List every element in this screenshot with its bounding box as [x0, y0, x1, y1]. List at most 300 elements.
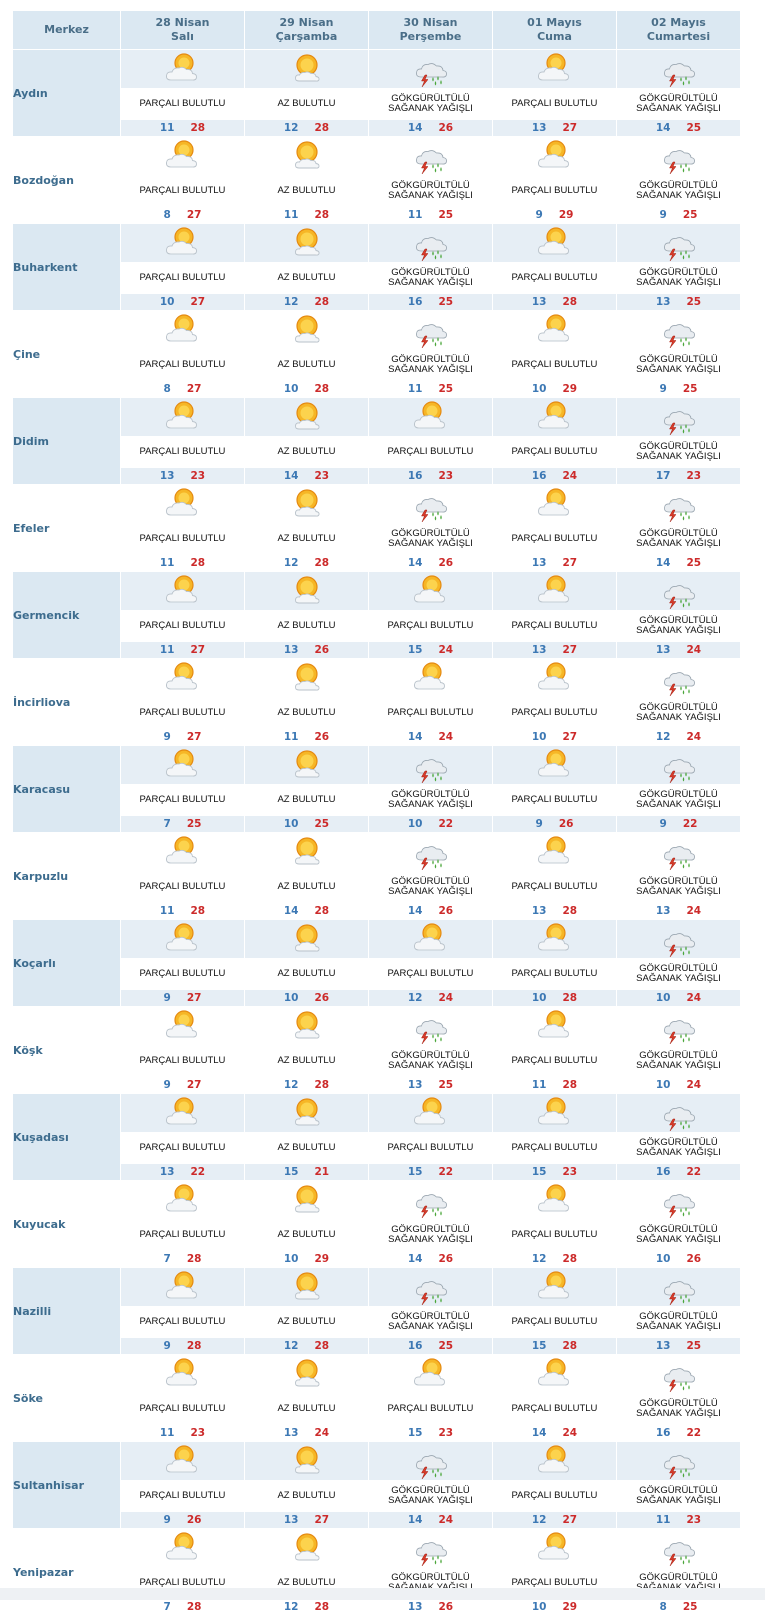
- thunderstorm-shower-icon: [660, 233, 698, 252]
- temperature-cell: [617, 816, 741, 833]
- temperature-cell: [617, 729, 741, 746]
- partly-cloudy-icon: [412, 929, 450, 948]
- condition-text-cell: [617, 698, 741, 729]
- max-temp: 27: [190, 644, 206, 656]
- temperature-cell: [121, 816, 245, 833]
- condition-text-cell: [493, 1307, 617, 1338]
- thunderstorm-shower-icon: [412, 1451, 450, 1470]
- condition-text-cell: [493, 1394, 617, 1425]
- condition-text: PARÇALI BULUTLU: [139, 272, 226, 283]
- partly-cloudy-icon: [536, 1190, 574, 1209]
- city-name-cell: [13, 398, 121, 485]
- condition-text-cell: [617, 611, 741, 642]
- min-temp: 7: [163, 1601, 171, 1613]
- thunderstorm-shower-icon: [660, 668, 698, 687]
- temperature-cell: [121, 555, 245, 572]
- temperature-cell: [493, 990, 617, 1007]
- condition-text: PARÇALI BULUTLU: [139, 881, 226, 892]
- temperature-cell: [493, 120, 617, 137]
- thunderstorm-shower-icon: [660, 1364, 698, 1383]
- condition-text-cell: [369, 176, 493, 207]
- condition-text-cell: [245, 176, 369, 207]
- weather-icon-cell: [493, 1268, 617, 1307]
- weather-icon-cell: [493, 1442, 617, 1481]
- temperature-cell: [617, 1338, 741, 1355]
- condition-text-cell: [369, 1133, 493, 1164]
- max-temp: 28: [562, 1340, 578, 1352]
- min-temp: 9: [659, 209, 667, 221]
- min-temp: 11: [655, 1514, 671, 1526]
- min-temp: 9: [535, 209, 543, 221]
- condition-text: AZ BULUTLU: [277, 1142, 336, 1153]
- condition-text: GÖKGÜRÜLTÜLÜ: [391, 1050, 470, 1061]
- weather-icon-cell: [617, 833, 741, 872]
- weather-icon-cell: [617, 50, 741, 89]
- max-temp: 26: [438, 905, 454, 917]
- min-temp: 16: [407, 296, 423, 308]
- temperature-cell: [369, 1599, 493, 1616]
- max-temp: 23: [686, 1514, 702, 1526]
- condition-text: AZ BULUTLU: [277, 446, 336, 457]
- min-temp: 7: [163, 818, 171, 830]
- condition-text-cell: [617, 785, 741, 816]
- temperature-cell: [493, 468, 617, 485]
- condition-text: PARÇALI BULUTLU: [511, 968, 598, 979]
- condition-text: PARÇALI BULUTLU: [511, 1055, 598, 1066]
- condition-text-cell: [617, 959, 741, 990]
- temperature-cell: [617, 1425, 741, 1442]
- max-temp: 27: [186, 992, 202, 1004]
- temperature-cell: [369, 816, 493, 833]
- city-name: Didim: [13, 434, 50, 448]
- temperature-cell: [245, 381, 369, 398]
- day-date: 28 Nisan: [155, 16, 210, 29]
- max-temp: 26: [314, 731, 330, 743]
- city-temp-row: [13, 1425, 741, 1442]
- max-temp: 25: [686, 557, 702, 569]
- temperature-cell: [121, 468, 245, 485]
- header-day: [493, 11, 617, 50]
- city-desc-row: [13, 524, 741, 555]
- forecast-body: [13, 50, 741, 1616]
- condition-text: AZ BULUTLU: [277, 1316, 336, 1327]
- min-temp: 12: [283, 1079, 299, 1091]
- max-temp: 24: [686, 731, 702, 743]
- condition-text-cell: [493, 437, 617, 468]
- condition-text-cell: [369, 437, 493, 468]
- min-temp: 10: [531, 731, 547, 743]
- city-name-cell: [13, 920, 121, 1007]
- condition-text: GÖKGÜRÜLTÜLÜ: [639, 876, 718, 887]
- partly-cloudy-icon: [412, 407, 450, 426]
- city-temp-row: [13, 642, 741, 659]
- min-temp: 9: [535, 818, 543, 830]
- min-temp: 13: [655, 905, 671, 917]
- weather-icon-cell: [493, 50, 617, 89]
- condition-text: SAĞANAK YAĞIŞLI: [636, 625, 721, 636]
- max-temp: 27: [186, 1079, 202, 1091]
- min-temp: 12: [655, 731, 671, 743]
- city-icon-row: [13, 1181, 741, 1220]
- mostly-sunny-icon: [288, 1277, 326, 1296]
- max-temp: 28: [314, 557, 330, 569]
- temperature-cell: [493, 381, 617, 398]
- day-weekday: Cumartesi: [646, 30, 711, 43]
- weather-icon-cell: [121, 920, 245, 959]
- condition-text: PARÇALI BULUTLU: [139, 1229, 226, 1240]
- mostly-sunny-icon: [288, 407, 326, 426]
- min-temp: 13: [283, 1427, 299, 1439]
- partly-cloudy-icon: [536, 146, 574, 165]
- condition-text-cell: [369, 524, 493, 555]
- condition-text: GÖKGÜRÜLTÜLÜ: [391, 1311, 470, 1322]
- max-temp: 24: [686, 644, 702, 656]
- max-temp: 22: [686, 1166, 702, 1178]
- mostly-sunny-icon: [288, 1364, 326, 1383]
- condition-text: PARÇALI BULUTLU: [511, 881, 598, 892]
- condition-text: AZ BULUTLU: [277, 968, 336, 979]
- condition-text: GÖKGÜRÜLTÜLÜ: [391, 528, 470, 539]
- city-desc-row: [13, 611, 741, 642]
- partly-cloudy-icon: [164, 59, 202, 78]
- temperature-cell: [369, 990, 493, 1007]
- condition-text-cell: [121, 959, 245, 990]
- weather-icon-cell: [369, 1529, 493, 1568]
- weather-icon-cell: [369, 833, 493, 872]
- temperature-cell: [121, 1077, 245, 1094]
- condition-text-cell: [121, 1481, 245, 1512]
- partly-cloudy-icon: [536, 1016, 574, 1035]
- thunderstorm-shower-icon: [412, 842, 450, 861]
- temperature-cell: [121, 120, 245, 137]
- condition-text: GÖKGÜRÜLTÜLÜ: [639, 267, 718, 278]
- condition-text: AZ BULUTLU: [277, 1577, 336, 1588]
- min-temp: 10: [531, 383, 547, 395]
- temperature-cell: [617, 207, 741, 224]
- partly-cloudy-icon: [536, 494, 574, 513]
- max-temp: 27: [562, 644, 578, 656]
- condition-text: SAĞANAK YAĞIŞLI: [636, 190, 721, 201]
- condition-text-cell: [617, 1220, 741, 1251]
- max-temp: 26: [438, 122, 454, 134]
- partly-cloudy-icon: [536, 1277, 574, 1296]
- condition-text: PARÇALI BULUTLU: [511, 359, 598, 370]
- max-temp: 28: [562, 905, 578, 917]
- city-name-cell: [13, 1094, 121, 1181]
- condition-text: GÖKGÜRÜLTÜLÜ: [639, 528, 718, 539]
- city-icon-row: [13, 920, 741, 959]
- city-temp-row: [13, 1338, 741, 1355]
- temperature-cell: [369, 120, 493, 137]
- weather-icon-cell: [493, 485, 617, 524]
- max-temp: 25: [438, 1079, 454, 1091]
- city-desc-row: [13, 350, 741, 381]
- max-temp: 27: [186, 731, 202, 743]
- min-temp: 13: [531, 122, 547, 134]
- condition-text-cell: [245, 437, 369, 468]
- max-temp: 21: [314, 1166, 330, 1178]
- temperature-cell: [369, 642, 493, 659]
- min-temp: 15: [407, 1427, 423, 1439]
- temperature-cell: [617, 555, 741, 572]
- weather-icon-cell: [245, 659, 369, 698]
- min-temp: 16: [655, 1427, 671, 1439]
- partly-cloudy-icon: [164, 581, 202, 600]
- partly-cloudy-icon: [164, 1451, 202, 1470]
- temperature-cell: [617, 1251, 741, 1268]
- condition-text-cell: [121, 1220, 245, 1251]
- condition-text: PARÇALI BULUTLU: [139, 1403, 226, 1414]
- condition-text: PARÇALI BULUTLU: [511, 620, 598, 631]
- max-temp: 25: [438, 383, 454, 395]
- weather-icon-cell: [369, 920, 493, 959]
- city-icon-row: [13, 50, 741, 89]
- temperature-cell: [493, 903, 617, 920]
- city-temp-row: [13, 903, 741, 920]
- weather-icon-cell: [121, 50, 245, 89]
- temperature-cell: [369, 468, 493, 485]
- weather-icon-cell: [121, 1529, 245, 1568]
- max-temp: 26: [314, 644, 330, 656]
- temperature-cell: [617, 1077, 741, 1094]
- condition-text: GÖKGÜRÜLTÜLÜ: [639, 1572, 718, 1583]
- thunderstorm-shower-icon: [660, 146, 698, 165]
- temperature-cell: [369, 1338, 493, 1355]
- min-temp: 13: [531, 905, 547, 917]
- weather-icon-cell: [245, 833, 369, 872]
- temperature-cell: [369, 381, 493, 398]
- condition-text: GÖKGÜRÜLTÜLÜ: [391, 180, 470, 191]
- thunderstorm-shower-icon: [412, 1190, 450, 1209]
- condition-text-cell: [121, 1133, 245, 1164]
- condition-text-cell: [245, 959, 369, 990]
- mostly-sunny-icon: [288, 929, 326, 948]
- condition-text: GÖKGÜRÜLTÜLÜ: [391, 354, 470, 365]
- temperature-cell: [245, 903, 369, 920]
- max-temp: 28: [314, 1601, 330, 1613]
- condition-text: GÖKGÜRÜLTÜLÜ: [391, 789, 470, 800]
- max-temp: 22: [190, 1166, 206, 1178]
- weather-icon-cell: [369, 1355, 493, 1394]
- condition-text-cell: [245, 263, 369, 294]
- condition-text-cell: [617, 89, 741, 120]
- city-name-cell: [13, 1442, 121, 1529]
- city-name-cell: [13, 1007, 121, 1094]
- temperature-cell: [121, 1512, 245, 1529]
- max-temp: 28: [186, 1253, 202, 1265]
- condition-text: AZ BULUTLU: [277, 359, 336, 370]
- condition-text: SAĞANAK YAĞIŞLI: [636, 973, 721, 984]
- weather-icon-cell: [369, 1268, 493, 1307]
- max-temp: 24: [438, 1514, 454, 1526]
- weather-icon-cell: [493, 1355, 617, 1394]
- weather-icon-cell: [617, 746, 741, 785]
- condition-text: SAĞANAK YAĞIŞLI: [388, 1495, 473, 1506]
- weather-icon-cell: [121, 1442, 245, 1481]
- max-temp: 22: [438, 1166, 454, 1178]
- condition-text: PARÇALI BULUTLU: [511, 1229, 598, 1240]
- city-icon-row: [13, 1529, 741, 1568]
- condition-text: SAĞANAK YAĞIŞLI: [636, 103, 721, 114]
- max-temp: 27: [186, 383, 202, 395]
- temperature-cell: [245, 816, 369, 833]
- weather-icon-cell: [369, 1094, 493, 1133]
- weather-icon-cell: [369, 224, 493, 263]
- min-temp: 14: [283, 905, 299, 917]
- weather-icon-cell: [617, 659, 741, 698]
- max-temp: 24: [686, 992, 702, 1004]
- partly-cloudy-icon: [536, 320, 574, 339]
- weather-icon-cell: [493, 920, 617, 959]
- max-temp: 25: [438, 209, 454, 221]
- weather-icon-cell: [493, 746, 617, 785]
- weather-icon-cell: [493, 1529, 617, 1568]
- temperature-cell: [245, 1338, 369, 1355]
- weather-icon-cell: [369, 398, 493, 437]
- condition-text: AZ BULUTLU: [277, 1403, 336, 1414]
- city-icon-row: [13, 137, 741, 176]
- condition-text-cell: [369, 350, 493, 381]
- condition-text-cell: [245, 611, 369, 642]
- temperature-cell: [617, 381, 741, 398]
- min-temp: 13: [407, 1079, 423, 1091]
- temperature-cell: [493, 1425, 617, 1442]
- condition-text-cell: [121, 1307, 245, 1338]
- max-temp: 22: [682, 818, 698, 830]
- thunderstorm-shower-icon: [660, 1277, 698, 1296]
- max-temp: 26: [686, 1253, 702, 1265]
- city-icon-row: [13, 1442, 741, 1481]
- weather-icon-cell: [493, 1181, 617, 1220]
- max-temp: 28: [562, 992, 578, 1004]
- weather-icon-cell: [369, 1442, 493, 1481]
- thunderstorm-shower-icon: [412, 233, 450, 252]
- temperature-cell: [121, 381, 245, 398]
- min-temp: 12: [531, 1514, 547, 1526]
- condition-text: GÖKGÜRÜLTÜLÜ: [391, 267, 470, 278]
- condition-text: PARÇALI BULUTLU: [511, 446, 598, 457]
- city-temp-row: [13, 729, 741, 746]
- condition-text-cell: [245, 1394, 369, 1425]
- city-desc-row: [13, 1394, 741, 1425]
- min-temp: 9: [659, 818, 667, 830]
- condition-text-cell: [245, 1133, 369, 1164]
- max-temp: 23: [438, 1427, 454, 1439]
- city-temp-row: [13, 294, 741, 311]
- weather-icon-cell: [245, 1181, 369, 1220]
- condition-text: AZ BULUTLU: [277, 1490, 336, 1501]
- condition-text: GÖKGÜRÜLTÜLÜ: [639, 1137, 718, 1148]
- min-temp: 10: [531, 1601, 547, 1613]
- header-day: [121, 11, 245, 50]
- mostly-sunny-icon: [288, 233, 326, 252]
- max-temp: 22: [686, 1427, 702, 1439]
- max-temp: 28: [562, 1253, 578, 1265]
- max-temp: 26: [186, 1514, 202, 1526]
- condition-text-cell: [245, 1307, 369, 1338]
- city-temp-row: [13, 381, 741, 398]
- condition-text: PARÇALI BULUTLU: [139, 98, 226, 109]
- weather-icon-cell: [121, 1181, 245, 1220]
- condition-text: AZ BULUTLU: [277, 185, 336, 196]
- condition-text: SAĞANAK YAĞIŞLI: [388, 538, 473, 549]
- thunderstorm-shower-icon: [660, 929, 698, 948]
- partly-cloudy-icon: [412, 1103, 450, 1122]
- weather-icon-cell: [617, 920, 741, 959]
- city-temp-row: [13, 990, 741, 1007]
- min-temp: 9: [659, 383, 667, 395]
- city-temp-row: [13, 1077, 741, 1094]
- min-temp: 14: [407, 122, 423, 134]
- city-icon-row: [13, 1007, 741, 1046]
- min-temp: 8: [659, 1601, 667, 1613]
- header-day: [369, 11, 493, 50]
- condition-text-cell: [121, 176, 245, 207]
- weather-icon-cell: [245, 920, 369, 959]
- thunderstorm-shower-icon: [412, 1277, 450, 1296]
- min-temp: 10: [655, 1253, 671, 1265]
- min-temp: 13: [531, 296, 547, 308]
- thunderstorm-shower-icon: [412, 1538, 450, 1557]
- header-row: [13, 11, 741, 50]
- temperature-cell: [493, 555, 617, 572]
- condition-text-cell: [617, 524, 741, 555]
- min-temp: 11: [283, 209, 299, 221]
- condition-text-cell: [369, 1481, 493, 1512]
- min-temp: 14: [407, 1514, 423, 1526]
- condition-text: AZ BULUTLU: [277, 881, 336, 892]
- partly-cloudy-icon: [412, 668, 450, 687]
- min-temp: 10: [531, 992, 547, 1004]
- condition-text: GÖKGÜRÜLTÜLÜ: [639, 1224, 718, 1235]
- min-temp: 12: [283, 557, 299, 569]
- min-temp: 16: [407, 1340, 423, 1352]
- min-temp: 9: [163, 1340, 171, 1352]
- temperature-cell: [617, 1512, 741, 1529]
- condition-text-cell: [369, 872, 493, 903]
- weather-icon-cell: [369, 1181, 493, 1220]
- min-temp: 11: [159, 644, 175, 656]
- city-icon-row: [13, 659, 741, 698]
- city-temp-row: [13, 120, 741, 137]
- thunderstorm-shower-icon: [660, 407, 698, 426]
- condition-text-cell: [121, 698, 245, 729]
- min-temp: 10: [159, 296, 175, 308]
- condition-text-cell: [493, 1220, 617, 1251]
- partly-cloudy-icon: [164, 1364, 202, 1383]
- condition-text-cell: [121, 872, 245, 903]
- temperature-cell: [245, 294, 369, 311]
- max-temp: 25: [186, 818, 202, 830]
- temperature-cell: [617, 294, 741, 311]
- city-name-cell: [13, 1355, 121, 1442]
- min-temp: 11: [407, 383, 423, 395]
- weather-icon-cell: [121, 572, 245, 611]
- partly-cloudy-icon: [536, 929, 574, 948]
- min-temp: 15: [407, 1166, 423, 1178]
- city-name-cell: [13, 833, 121, 920]
- min-temp: 10: [655, 1079, 671, 1091]
- min-temp: 16: [655, 1166, 671, 1178]
- max-temp: 25: [438, 1340, 454, 1352]
- max-temp: 26: [438, 1253, 454, 1265]
- temperature-cell: [245, 555, 369, 572]
- weather-icon-cell: [617, 1442, 741, 1481]
- max-temp: 24: [562, 470, 578, 482]
- city-name: Çine: [13, 347, 41, 361]
- weather-icon-cell: [493, 833, 617, 872]
- max-temp: 24: [438, 644, 454, 656]
